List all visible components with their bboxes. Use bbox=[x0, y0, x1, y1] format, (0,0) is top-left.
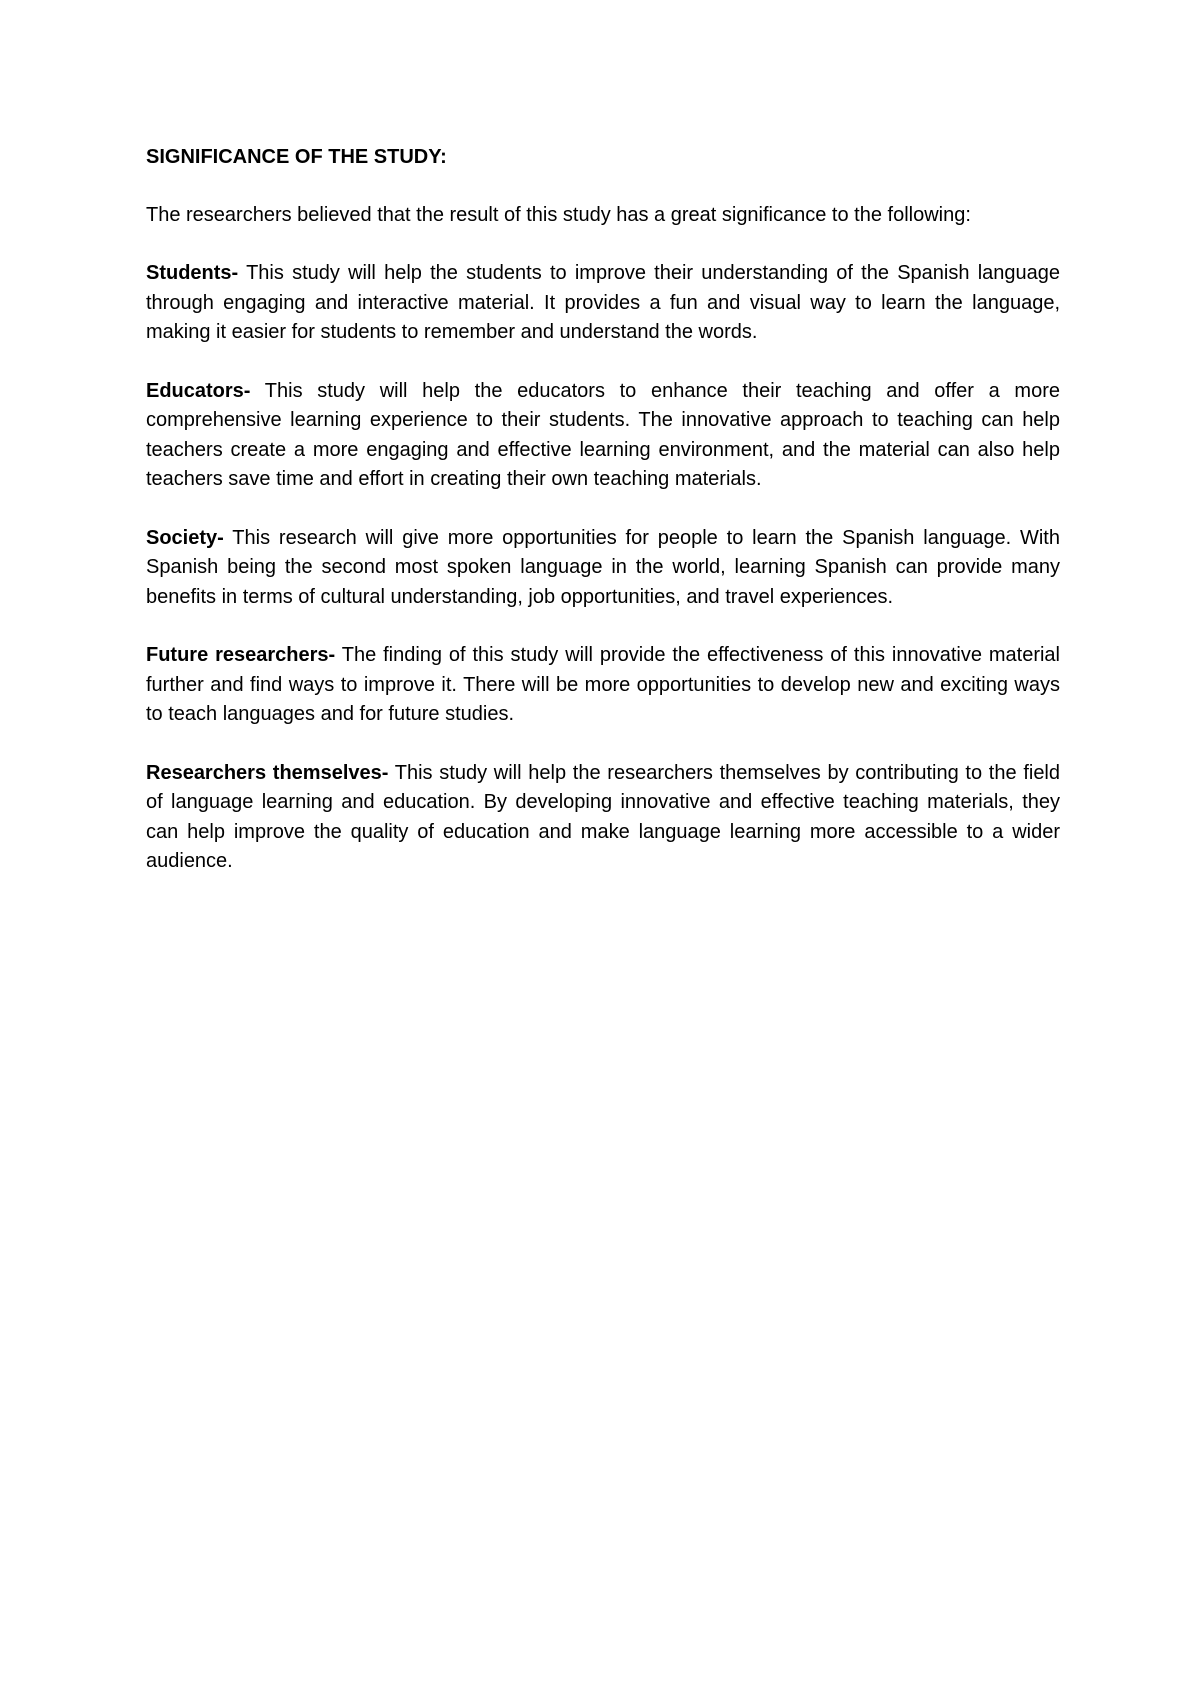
paragraph-future-researchers bbox=[146, 641, 1060, 730]
term-researchers-themselves: Researchers themselves- bbox=[146, 761, 389, 784]
text-researchers-themselves: This study will help the researchers themselves by contributing to the field of language learning and education. By developing innovative and effective teaching materials, they can help improve the quality of education and make language learning more accessible to a wider audience. bbox=[146, 761, 1061, 872]
document-body bbox=[146, 143, 1060, 906]
section-heading: SIGNIFICANCE OF THE STUDY: bbox=[146, 146, 447, 168]
term-students: Students- bbox=[146, 262, 239, 284]
text-future-researchers: The finding of this study will provide the effectiveness of this innovative material further and find ways to improve it. There will be more opportunities to develop new and exciting ways to teach languages and for future studies. bbox=[146, 644, 1060, 725]
paragraph-society bbox=[146, 524, 1060, 613]
intro-paragraph: The researchers believed that the result of this study has a great significance to the following: bbox=[146, 203, 971, 226]
paragraph-students bbox=[146, 259, 1060, 348]
text-students: This study will help the students to improve their understanding of the Spanish language through engaging and interactive material. It provides a fun and visual way to learn the language, making it easier for students to remember and understand the words. bbox=[146, 262, 1060, 343]
paragraph-educators bbox=[146, 377, 1060, 495]
term-educators: Educators- bbox=[146, 379, 251, 402]
text-society: This research will give more opportunities for people to learn the Spanish language. With Spanish being the second most spoken language in the world, learning Spanish can provide many benefits in terms of cultural understanding, job opportunities, and travel experiences. bbox=[146, 526, 1060, 608]
text-educators: This study will help the educators to enhance their teaching and offer a more comprehensive learning experience to their students. The innovative approach to teaching can help teachers create a more engaging and effective learning environment, and the material can also help teachers save time and effort in creating their own teaching materials. bbox=[146, 379, 1060, 490]
paragraph-researchers-themselves bbox=[146, 759, 1060, 877]
term-future-researchers: Future researchers- bbox=[146, 644, 336, 666]
term-society: Society- bbox=[146, 526, 224, 549]
